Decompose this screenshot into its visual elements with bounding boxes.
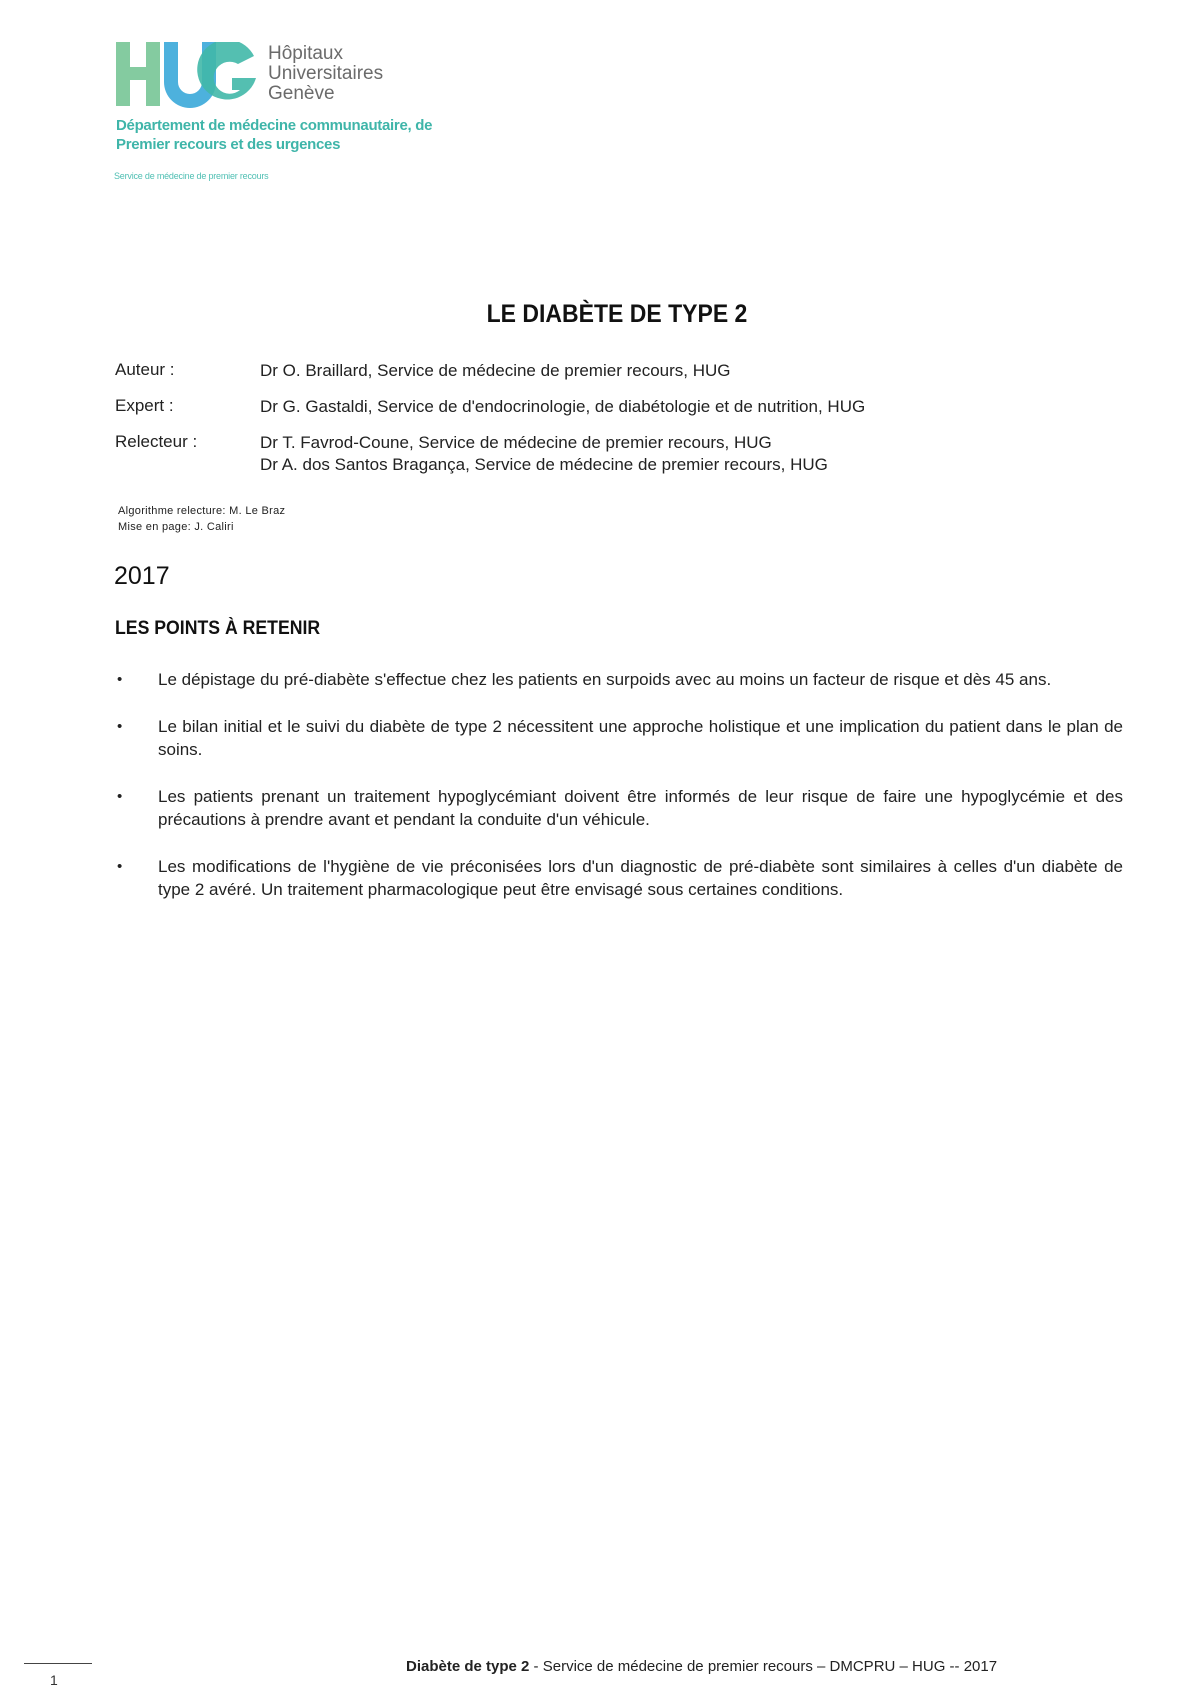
credit-value: Dr A. dos Santos Bragança, Service de médecine de premier recours, HUG xyxy=(260,455,828,474)
list-item xyxy=(115,855,1123,901)
logo-line-1: Hôpitaux xyxy=(268,43,343,64)
credits-block xyxy=(115,360,1115,484)
algorithm-credit: Algorithme relecture: M. Le Braz xyxy=(118,505,286,517)
list-item-text: Le dépistage du pré-diabète s'effectue chez les patients en surpoids avec au moins un facteur de risque et dès 45 ans. xyxy=(158,670,1052,689)
page-number: 1 xyxy=(50,1672,58,1688)
credit-values xyxy=(260,432,828,476)
list-item xyxy=(115,785,1123,831)
key-points-list xyxy=(115,668,1123,925)
footer-text xyxy=(406,1658,997,1675)
credit-row-author xyxy=(115,360,1115,396)
list-item xyxy=(115,668,1123,691)
document-year: 2017 xyxy=(114,562,170,590)
credit-label: Relecteur : xyxy=(115,432,198,451)
bullet-icon: • xyxy=(117,788,123,805)
credit-value: Dr O. Braillard, Service de médecine de premier recours, HUG xyxy=(260,361,731,380)
list-item-text: Les modifications de l'hygiène de vie préconisées lors d'un diagnostic de pré-diabète sont similaires à celles d'un diabète de type 2 avéré. Un traitement pharmacologique peut être envisagé sous certaines conditions. xyxy=(158,857,1123,899)
credit-values xyxy=(260,396,865,418)
credit-label: Expert : xyxy=(115,396,174,415)
credit-values xyxy=(260,360,731,382)
department-name: Département de médecine communautaire, de Premier recours et des urgences xyxy=(116,117,433,153)
list-item-text: Les patients prenant un traitement hypoglycémiant doivent être informés de leur risque de faire une hypoglycémie et des précautions à prendre avant et pendant la conduite d'un véhicule. xyxy=(158,787,1123,829)
service-name: Service de médecine de premier recours xyxy=(114,171,269,181)
logo-line-3: Genève xyxy=(268,83,335,104)
bullet-icon: • xyxy=(117,718,123,735)
credit-value: Dr G. Gastaldi, Service de d'endocrinologie, de diabétologie et de nutrition, HUG xyxy=(260,397,866,416)
credit-row-expert xyxy=(115,396,1115,432)
footer-doc-name: Diabète de type 2 xyxy=(406,1658,530,1675)
list-item-text: Le bilan initial et le suivi du diabète de type 2 nécessitent une approche holistique et une implication du patient dans le plan de soins. xyxy=(158,717,1123,759)
section-heading: LES POINTS À RETENIR xyxy=(115,618,321,639)
footer-divider xyxy=(24,1663,92,1664)
footer-rest: - Service de médecine de premier recours – DMCPRU – HUG -- 2017 xyxy=(529,1658,998,1675)
hug-logo xyxy=(116,42,416,112)
credit-label: Auteur : xyxy=(115,360,175,379)
hug-logo-text xyxy=(268,44,383,104)
layout-credit: Mise en page: J. Caliri xyxy=(118,521,234,533)
production-credits xyxy=(118,503,285,535)
credit-value: Dr T. Favrod-Coune, Service de médecine de premier recours, HUG xyxy=(260,433,772,452)
logo-line-2: Universitaires xyxy=(268,63,384,84)
list-item xyxy=(115,715,1123,761)
bullet-icon: • xyxy=(117,858,123,875)
document-title: LE DIABÈTE DE TYPE 2 xyxy=(486,300,748,328)
hug-logo-mark xyxy=(116,42,256,108)
credit-row-reviewer xyxy=(115,432,1115,484)
bullet-icon: • xyxy=(117,671,123,688)
